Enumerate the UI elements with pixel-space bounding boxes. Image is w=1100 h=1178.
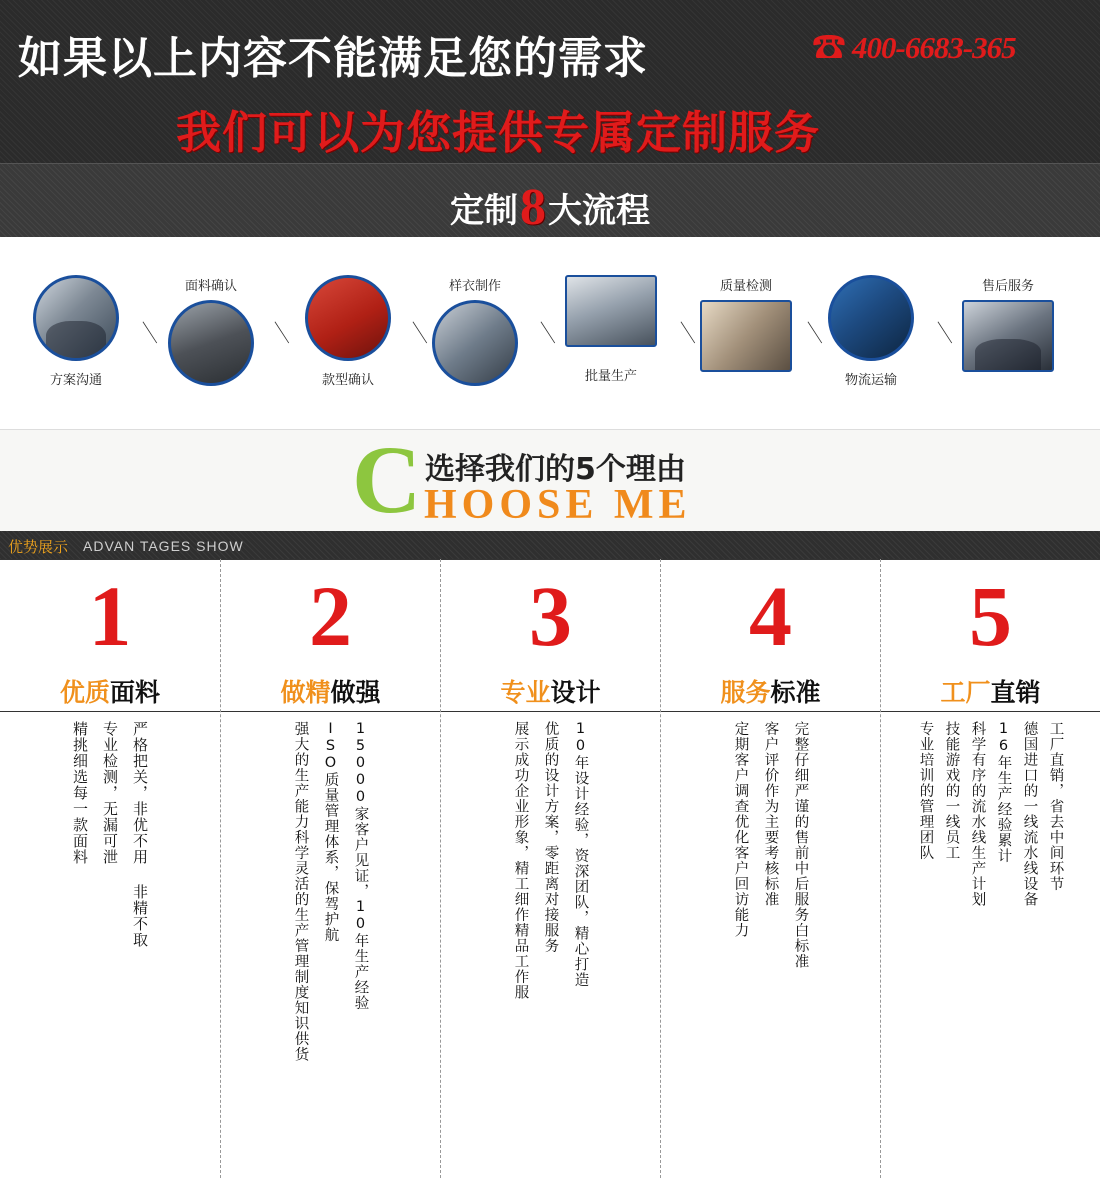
reason-point: 德国进口的一线流水线设备 [1021, 721, 1038, 907]
flow-step-8-image [962, 300, 1054, 372]
flow-step-5-label: 批量生产 [584, 369, 637, 384]
reason-column-4 [660, 559, 880, 1178]
header-headline-2: 我们可以为您提供专属定制服务 [176, 106, 821, 159]
reason-title-5-orange: 工厂 [940, 678, 991, 707]
reason-point: 专业培训的管理团队 [917, 721, 934, 861]
reason-column-3 [440, 559, 660, 1178]
advantage-bar-en: ADVAN TAGES SHOW [83, 538, 244, 554]
reason-point: 10年设计经验，资深团队，精心打造 [572, 721, 589, 988]
reason-number-2: 2 [309, 568, 352, 664]
choose-big-letter: C [352, 429, 422, 531]
reason-point: 技能游戏的一线员工 [943, 721, 960, 861]
flow-step-7-image [828, 275, 914, 361]
flow-step-3-label: 款型确认 [321, 373, 374, 388]
flow-arrow-4: ＼ [535, 319, 560, 347]
reason-point: 15000家客户见证，10年生产经验 [352, 721, 369, 1011]
reason-points-2 [221, 721, 440, 1171]
flow-step-1 [33, 275, 119, 388]
flow-step-2-label: 面料确认 [184, 279, 237, 294]
divider-top-2 [221, 559, 440, 560]
flow-arrow-7: ＼ [932, 319, 957, 347]
flow-step-1-label: 方案沟通 [49, 373, 102, 388]
flow-step-6-label: 质量检测 [719, 279, 772, 294]
header-banner [0, 0, 1100, 163]
divider-5 [881, 711, 1100, 712]
flow-step-4-image [432, 300, 518, 386]
reason-column-5 [880, 559, 1100, 1178]
advantage-bar [0, 531, 1100, 559]
reason-title-1-black: 面料 [110, 678, 161, 707]
divider-top-1 [0, 559, 220, 560]
reason-point: 定期客户调查优化客户回访能力 [732, 721, 749, 938]
reason-title-2 [221, 673, 440, 709]
reason-title-3-orange: 专业 [500, 678, 551, 707]
reason-title-4 [661, 673, 880, 709]
flow-step-7-label: 物流运输 [844, 373, 897, 388]
reason-number-1: 1 [88, 568, 132, 664]
process-title-prefix: 定制 [450, 191, 518, 231]
reason-number-3: 3 [529, 568, 572, 664]
reason-number-4: 4 [749, 568, 792, 664]
reason-point: 强大的生产能力科学灵活的生产管理制度知识供货 [292, 721, 309, 1062]
reason-point: 科学有序的流水线生产计划 [969, 721, 986, 907]
hotline-number: 400-6683-365 [852, 30, 1016, 65]
reason-title-4-black: 标准 [770, 678, 821, 707]
reason-title-4-orange: 服务 [720, 678, 771, 707]
reason-point: 16年生产经验累计 [995, 721, 1012, 864]
reason-point: 展示成功企业形象，精工细作精品工作服 [512, 721, 529, 1000]
reason-point: 工厂直销，省去中间环节 [1047, 721, 1064, 892]
process-title [0, 178, 1100, 237]
reason-point: 精挑细选每一款面料 [71, 721, 89, 865]
reason-column-2 [220, 559, 440, 1178]
reason-title-3-black: 设计 [550, 678, 601, 707]
flow-step-6-image [700, 300, 792, 372]
reason-title-2-orange: 做精 [280, 678, 331, 707]
flow-step-5 [565, 275, 657, 384]
reason-point: 严格把关，非优不用 非精不取 [131, 721, 149, 948]
flow-arrow-5: ＼ [675, 319, 700, 347]
flow-step-2-image [168, 300, 254, 386]
hotline-block [812, 30, 1016, 66]
reason-title-3 [441, 673, 660, 709]
flow-step-7 [828, 275, 914, 388]
reason-point: 完整仔细严谨的售前中后服务白标准 [792, 721, 809, 969]
reason-point: 客户评价作为主要考核标准 [762, 721, 779, 907]
flow-step-1-image [33, 275, 119, 361]
flow-arrow-2: ＼ [269, 319, 294, 347]
choose-cn-title: 选择我们的5个理由 [425, 452, 686, 487]
reasons-grid [0, 559, 1100, 1178]
flow-step-4-label: 样衣制作 [448, 279, 501, 294]
flow-step-8 [962, 275, 1054, 372]
reason-point: ISO质量管理体系，保驾护航 [322, 721, 339, 943]
reason-points-3 [441, 721, 660, 1171]
reason-point: 优质的设计方案，零距离对接服务 [542, 721, 559, 954]
header-headline-1: 如果以上内容不能满足您的需求 [18, 33, 648, 84]
flow-step-8-label: 售后服务 [981, 279, 1034, 294]
advantage-bar-cn: 优势展示 [8, 538, 69, 556]
process-title-suffix: 大流程 [548, 191, 650, 231]
process-title-bar [0, 163, 1100, 237]
reason-points-4 [661, 721, 880, 1171]
flow-step-6 [700, 275, 792, 372]
reason-title-5 [881, 673, 1100, 709]
reason-title-1 [0, 673, 220, 709]
flow-arrow-1: ＼ [137, 319, 162, 347]
divider-2 [221, 711, 440, 712]
divider-4 [661, 711, 880, 712]
reason-points-5 [881, 721, 1100, 1171]
reason-point: 专业检测，无漏可泄 [101, 721, 119, 865]
reason-title-1-orange: 优质 [59, 678, 110, 707]
divider-1 [0, 711, 220, 712]
phone-icon: ☎ [812, 29, 846, 67]
choose-en-title: HOOSE ME [424, 482, 692, 528]
divider-top-5 [881, 559, 1100, 560]
flow-step-2 [168, 275, 254, 386]
divider-top-3 [441, 559, 660, 560]
flow-step-4 [432, 275, 518, 386]
reason-title-5-black: 直销 [990, 678, 1041, 707]
reason-column-1 [0, 559, 220, 1178]
flow-arrow-6: ＼ [802, 319, 827, 347]
reason-title-2-black: 做强 [330, 678, 381, 707]
choose-me-section [0, 429, 1100, 531]
flow-arrow-3: ＼ [407, 319, 432, 347]
divider-3 [441, 711, 660, 712]
process-title-number: 8 [520, 179, 546, 236]
process-flow [0, 237, 1100, 429]
flow-step-3 [305, 275, 391, 388]
reason-number-5: 5 [969, 568, 1012, 664]
reason-points-1 [0, 721, 220, 1171]
divider-top-4 [661, 559, 880, 560]
flow-step-5-image [565, 275, 657, 347]
flow-step-3-image [305, 275, 391, 361]
